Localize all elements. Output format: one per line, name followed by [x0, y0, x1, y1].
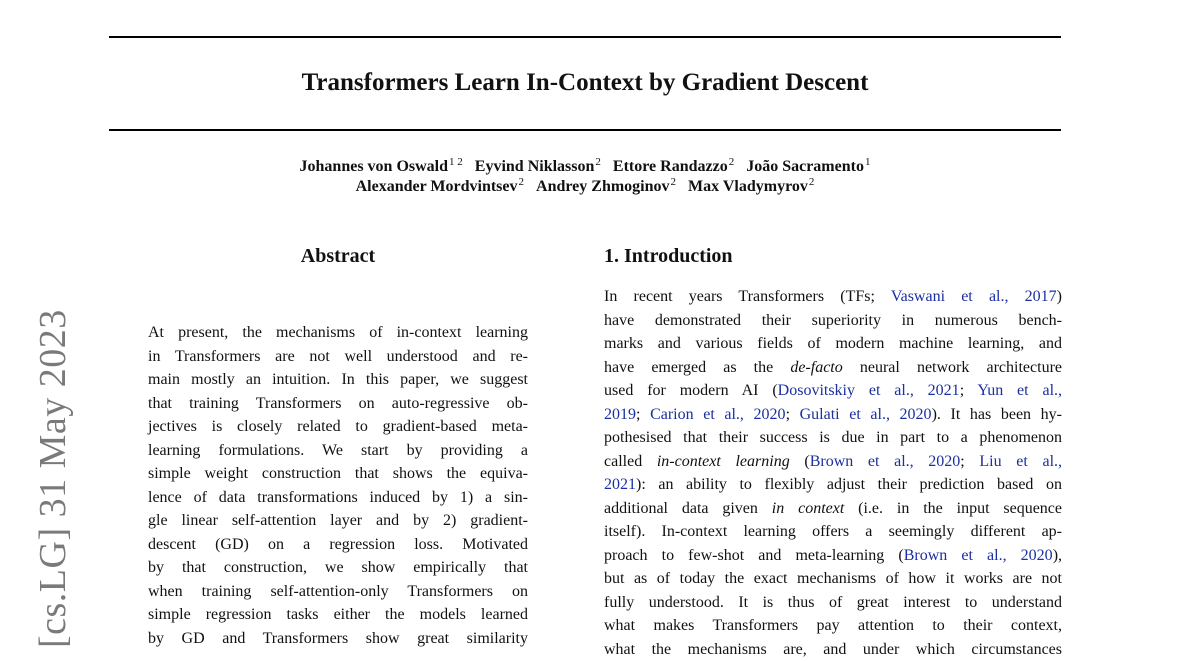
abstract-line: lence of data transformations induced by 1) a sin- [148, 486, 528, 510]
intro-text: ; [636, 406, 650, 423]
intro-emphasis: in context [772, 500, 845, 517]
intro-text: ( [790, 453, 810, 470]
abstract-line: gle linear self-attention layer and by 2) gradient- [148, 509, 528, 533]
abstract-body [148, 321, 528, 650]
abstract-line: simple regression tasks either the models learned [148, 603, 528, 627]
citation-link[interactable]: Brown et al., 2020 [810, 453, 961, 470]
author-affiliation: 1 2 [449, 156, 463, 168]
citation-link[interactable]: Brown et al., 2020 [904, 547, 1053, 564]
intro-emphasis: de-facto [790, 359, 842, 376]
intro-line: what the mechanisms are, and under which circumstances [604, 638, 1062, 661]
abstract-line: simple weight construction that shows the equiva- [148, 462, 528, 486]
citation-link[interactable]: Yun et al., [977, 382, 1062, 399]
author-affiliation: 2 [671, 176, 677, 188]
intro-line [604, 379, 1062, 403]
author-name: Johannes von Oswald [300, 158, 449, 175]
citation-link[interactable]: 2019 [604, 406, 636, 423]
author-list [109, 157, 1061, 197]
abstract-heading: Abstract [148, 243, 528, 269]
introduction-heading: 1. Introduction [604, 243, 1064, 269]
title-top-rule [109, 36, 1061, 38]
intro-line: marks and various fields of modern machine learning, and [604, 332, 1062, 356]
intro-text: ), [1053, 547, 1062, 564]
intro-text: additional data given [604, 500, 772, 517]
author-affiliation: 2 [809, 176, 815, 188]
intro-line: what makes Transformers pay attention to their context, [604, 614, 1062, 638]
author-affiliation: 1 [865, 156, 871, 168]
author [300, 158, 463, 175]
abstract-line: learning formulations. We start by providing a [148, 439, 528, 463]
author-name: Alexander Mordvintsev [356, 178, 518, 195]
arxiv-stamp: [cs.LG] 31 May 2023 [28, 288, 78, 648]
paper-title: Transformers Learn In-Context by Gradient Descent [109, 68, 1061, 98]
intro-text: neural network architecture [843, 359, 1062, 376]
intro-line: but as of today the exact mechanisms of how it works are not [604, 567, 1062, 591]
intro-line [604, 473, 1062, 497]
citation-link[interactable]: Dosovitskiy et al., 2021 [778, 382, 960, 399]
abstract-line: by GD and Transformers show great similarity [148, 627, 528, 651]
introduction-body [604, 285, 1062, 661]
intro-text: ): an ability to flexibly adjust their prediction based on [636, 476, 1062, 493]
abstract-line: by that construction, we show empirically that [148, 556, 528, 580]
intro-text: called [604, 453, 657, 470]
author-affiliation: 2 [595, 156, 601, 168]
abstract-line: main mostly an intuition. In this paper, we suggest [148, 368, 528, 392]
author [536, 178, 676, 195]
author-affiliation: 2 [519, 176, 525, 188]
intro-text: proach to few-shot and meta-learning ( [604, 547, 904, 564]
citation-link[interactable]: Carion et al., 2020 [650, 406, 786, 423]
author-name: Andrey Zhmoginov [536, 178, 670, 195]
author-name: João Sacramento [746, 158, 864, 175]
author [475, 158, 601, 175]
citation-link[interactable]: Gulati et al., 2020 [800, 406, 932, 423]
author [613, 158, 734, 175]
author [356, 178, 524, 195]
abstract-line: jectives is closely related to gradient-based meta- [148, 415, 528, 439]
intro-text: ; [786, 406, 800, 423]
intro-line [604, 450, 1062, 474]
author-name: Max Vladymyrov [688, 178, 808, 195]
intro-line [604, 285, 1062, 309]
citation-link[interactable]: Liu et al., [979, 453, 1062, 470]
intro-line [604, 403, 1062, 427]
intro-line: itself). In-context learning offers a seemingly different ap- [604, 520, 1062, 544]
author-affiliation: 2 [729, 156, 735, 168]
intro-line [604, 497, 1062, 521]
intro-text: have emerged as the [604, 359, 790, 376]
intro-text: ) [1057, 288, 1062, 305]
intro-emphasis: in-context learning [657, 453, 790, 470]
abstract-line: At present, the mechanisms of in-context learning [148, 321, 528, 345]
intro-line: pothesised that their success is due in part to a phenomenon [604, 426, 1062, 450]
intro-text: (i.e. in the input sequence [844, 500, 1062, 517]
title-bottom-rule [109, 129, 1061, 131]
abstract-line: when training self-attention-only Transformers on [148, 580, 528, 604]
abstract-line: that training Transformers on auto-regressive ob- [148, 392, 528, 416]
intro-text: In recent years Transformers (TFs; [604, 288, 891, 305]
intro-line: fully understood. It is thus of great interest to understand [604, 591, 1062, 615]
abstract-line: in Transformers are not well understood and re- [148, 345, 528, 369]
intro-line: have demonstrated their superiority in numerous bench- [604, 309, 1062, 333]
citation-link[interactable]: 2021 [604, 476, 636, 493]
author-name: Eyvind Niklasson [475, 158, 595, 175]
intro-text: ; [960, 382, 978, 399]
intro-line [604, 356, 1062, 380]
intro-text: used for modern AI ( [604, 382, 778, 399]
intro-text: ; [960, 453, 979, 470]
author [688, 178, 814, 195]
author [746, 158, 870, 175]
abstract-line: descent (GD) on a regression loss. Motivated [148, 533, 528, 557]
author-name: Ettore Randazzo [613, 158, 728, 175]
citation-link[interactable]: Vaswani et al., 2017 [891, 288, 1057, 305]
intro-text: ). It has been hy- [932, 406, 1062, 423]
intro-line [604, 544, 1062, 568]
